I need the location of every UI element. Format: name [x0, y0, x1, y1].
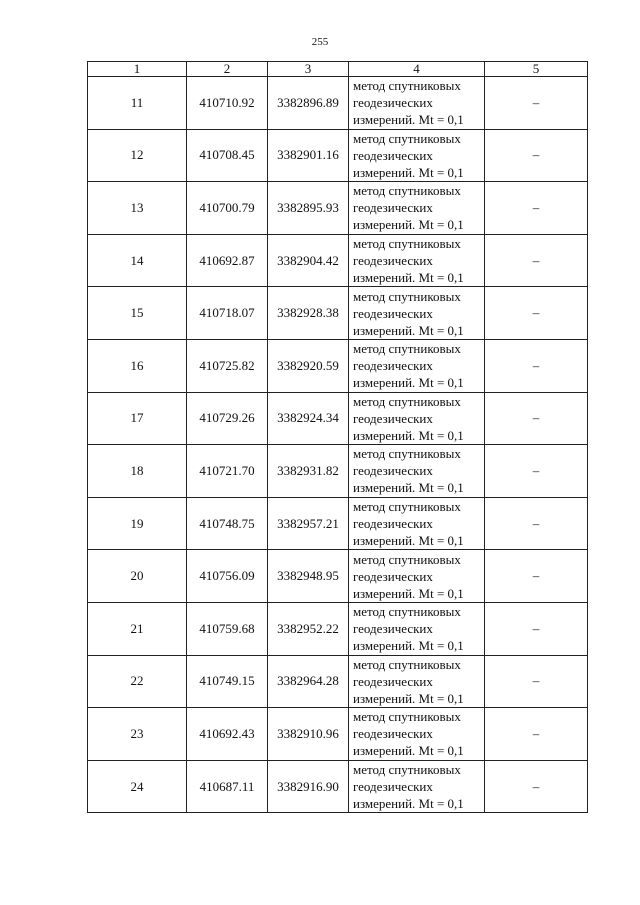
table-body: [88, 77, 588, 813]
x-coordinate-cell: 410729.26: [187, 392, 268, 445]
table-row: [88, 339, 588, 392]
point-number-cell: 13: [88, 182, 187, 235]
table-row: [88, 602, 588, 655]
method-cell: метод спутниковых геодезических измерений. Mt = 0,1: [349, 287, 485, 340]
y-coordinate-cell: 3382928.38: [268, 287, 349, 340]
y-coordinate-cell: 3382916.90: [268, 760, 349, 813]
column-header-5: 5: [485, 62, 588, 77]
x-coordinate-cell: 410718.07: [187, 287, 268, 340]
method-cell: метод спутниковых геодезических измерений. Mt = 0,1: [349, 445, 485, 498]
point-number-cell: 15: [88, 287, 187, 340]
x-coordinate-cell: 410721.70: [187, 445, 268, 498]
y-coordinate-cell: 3382924.34: [268, 392, 349, 445]
x-coordinate-cell: 410692.87: [187, 234, 268, 287]
method-cell: метод спутниковых геодезических измерений. Mt = 0,1: [349, 550, 485, 603]
method-cell: метод спутниковых геодезических измерений. Mt = 0,1: [349, 129, 485, 182]
x-coordinate-cell: 410749.15: [187, 655, 268, 708]
note-cell: –: [485, 550, 588, 603]
point-number-cell: 21: [88, 602, 187, 655]
method-cell: метод спутниковых геодезических измерений. Mt = 0,1: [349, 655, 485, 708]
point-number-cell: 20: [88, 550, 187, 603]
note-cell: –: [485, 760, 588, 813]
x-coordinate-cell: 410725.82: [187, 339, 268, 392]
point-number-cell: 17: [88, 392, 187, 445]
note-cell: –: [485, 182, 588, 235]
table-row: [88, 708, 588, 761]
note-cell: –: [485, 287, 588, 340]
point-number-cell: 19: [88, 497, 187, 550]
header-row: [88, 62, 588, 77]
column-header-1: 1: [88, 62, 187, 77]
x-coordinate-cell: 410687.11: [187, 760, 268, 813]
table-row: [88, 392, 588, 445]
y-coordinate-cell: 3382904.42: [268, 234, 349, 287]
x-coordinate-cell: 410759.68: [187, 602, 268, 655]
table-row: [88, 287, 588, 340]
y-coordinate-cell: 3382896.89: [268, 77, 349, 130]
x-coordinate-cell: 410708.45: [187, 129, 268, 182]
table-row: [88, 760, 588, 813]
table-row: [88, 550, 588, 603]
x-coordinate-cell: 410756.09: [187, 550, 268, 603]
y-coordinate-cell: 3382901.16: [268, 129, 349, 182]
note-cell: –: [485, 77, 588, 130]
point-number-cell: 11: [88, 77, 187, 130]
x-coordinate-cell: 410710.92: [187, 77, 268, 130]
method-cell: метод спутниковых геодезических измерений. Mt = 0,1: [349, 392, 485, 445]
note-cell: –: [485, 655, 588, 708]
y-coordinate-cell: 3382895.93: [268, 182, 349, 235]
table-row: [88, 77, 588, 130]
column-header-2: 2: [187, 62, 268, 77]
method-cell: метод спутниковых геодезических измерений. Mt = 0,1: [349, 708, 485, 761]
table-row: [88, 182, 588, 235]
x-coordinate-cell: 410700.79: [187, 182, 268, 235]
point-number-cell: 14: [88, 234, 187, 287]
note-cell: –: [485, 392, 588, 445]
x-coordinate-cell: 410692.43: [187, 708, 268, 761]
column-header-4: 4: [349, 62, 485, 77]
method-cell: метод спутниковых геодезических измерений. Mt = 0,1: [349, 77, 485, 130]
table-row: [88, 445, 588, 498]
y-coordinate-cell: 3382931.82: [268, 445, 349, 498]
note-cell: –: [485, 602, 588, 655]
y-coordinate-cell: 3382920.59: [268, 339, 349, 392]
note-cell: –: [485, 234, 588, 287]
method-cell: метод спутниковых геодезических измерений. Mt = 0,1: [349, 760, 485, 813]
table-row: [88, 234, 588, 287]
table-row: [88, 129, 588, 182]
coordinates-table: [87, 61, 588, 813]
note-cell: –: [485, 497, 588, 550]
y-coordinate-cell: 3382957.21: [268, 497, 349, 550]
x-coordinate-cell: 410748.75: [187, 497, 268, 550]
point-number-cell: 18: [88, 445, 187, 498]
method-cell: метод спутниковых геодезических измерений. Mt = 0,1: [349, 234, 485, 287]
y-coordinate-cell: 3382952.22: [268, 602, 349, 655]
y-coordinate-cell: 3382910.96: [268, 708, 349, 761]
point-number-cell: 22: [88, 655, 187, 708]
page-number: 255: [311, 36, 329, 48]
y-coordinate-cell: 3382948.95: [268, 550, 349, 603]
y-coordinate-cell: 3382964.28: [268, 655, 349, 708]
method-cell: метод спутниковых геодезических измерений. Mt = 0,1: [349, 339, 485, 392]
column-header-3: 3: [268, 62, 349, 77]
table-row: [88, 497, 588, 550]
note-cell: –: [485, 339, 588, 392]
table-header: [88, 62, 588, 77]
table-row: [88, 655, 588, 708]
point-number-cell: 24: [88, 760, 187, 813]
method-cell: метод спутниковых геодезических измерений. Mt = 0,1: [349, 602, 485, 655]
note-cell: –: [485, 708, 588, 761]
point-number-cell: 16: [88, 339, 187, 392]
point-number-cell: 12: [88, 129, 187, 182]
method-cell: метод спутниковых геодезических измерений. Mt = 0,1: [349, 497, 485, 550]
note-cell: –: [485, 129, 588, 182]
point-number-cell: 23: [88, 708, 187, 761]
method-cell: метод спутниковых геодезических измерений. Mt = 0,1: [349, 182, 485, 235]
note-cell: –: [485, 445, 588, 498]
